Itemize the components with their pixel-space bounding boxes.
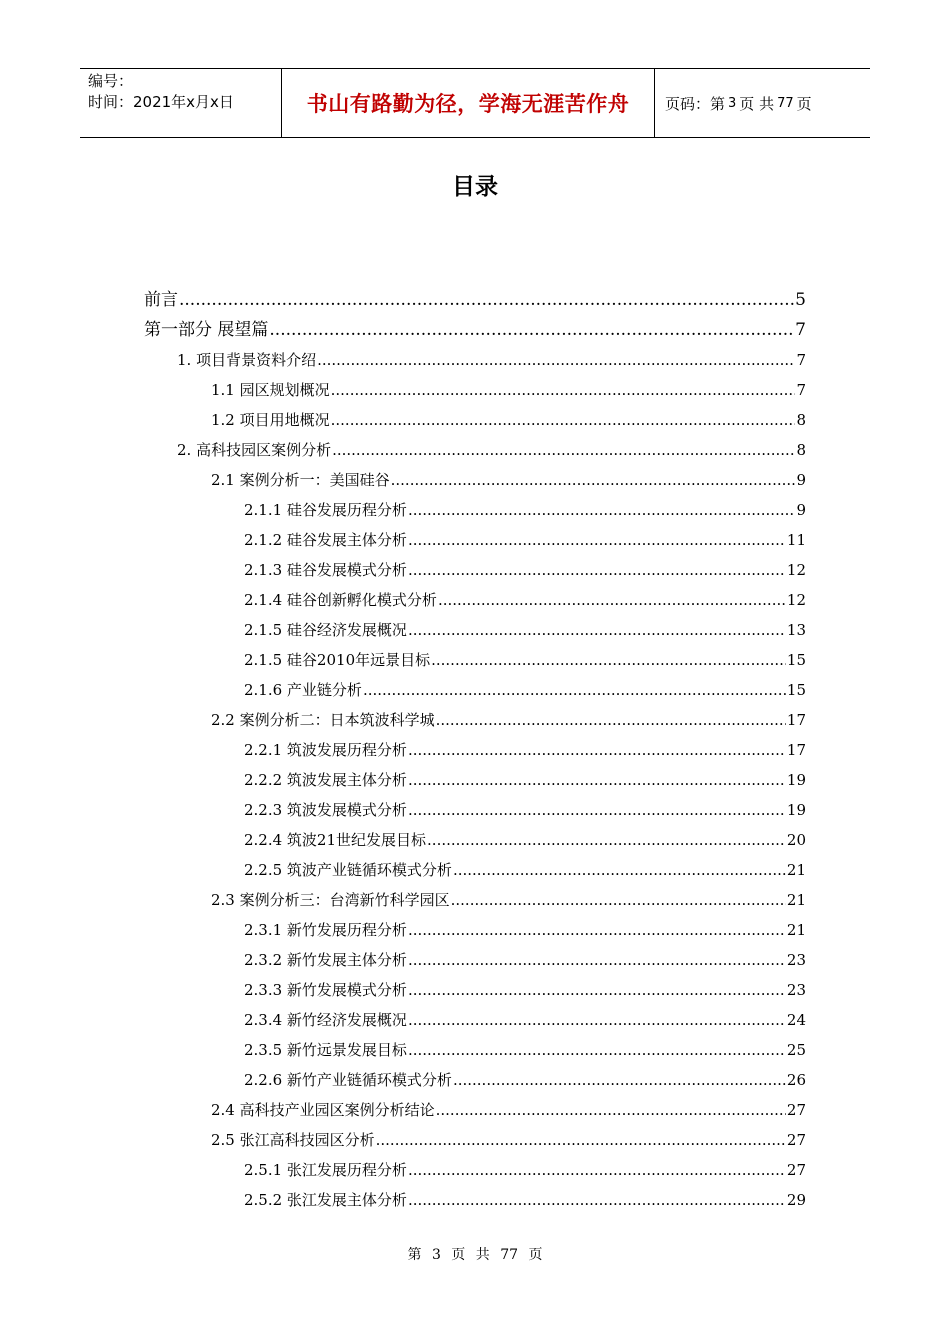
toc-entry[interactable] [244, 495, 806, 525]
toc-entry[interactable] [144, 315, 806, 345]
toc-entry-page: 27 [786, 1131, 806, 1149]
toc-entry-page: 27 [786, 1161, 806, 1179]
toc-entry[interactable] [244, 1065, 806, 1095]
toc-entry-page: 13 [786, 621, 806, 639]
header-page-info [655, 69, 870, 137]
toc-entry-title: 2.3.4 新竹经济发展概况 [244, 1011, 407, 1029]
toc-entry-title: 2.1 案例分析一：美国硅谷 [211, 471, 390, 489]
toc-entry-title: 1.1 园区规划概况 [211, 381, 330, 399]
toc-dot-leader [363, 675, 786, 705]
toc-entry-title: 2.3.1 新竹发展历程分析 [244, 921, 407, 939]
toc-entry-title: 2.1.1 硅谷发展历程分析 [244, 501, 407, 519]
toc-dot-leader [427, 825, 786, 855]
header-time-label: 时间：2021年x月x日 [88, 93, 234, 111]
toc-entry-page: 23 [786, 981, 806, 999]
toc-entry-page: 12 [786, 561, 806, 579]
toc-dot-leader [179, 285, 794, 315]
toc-entry[interactable] [177, 435, 806, 465]
toc-dot-leader [408, 975, 786, 1005]
toc-dot-leader [408, 915, 786, 945]
toc-entry-page: 26 [786, 1071, 806, 1089]
toc-entry-title: 第一部分 展望篇 [144, 320, 269, 340]
toc-entry-page: 12 [786, 591, 806, 609]
toc-entry-title: 2.1.6 产业链分析 [244, 681, 362, 699]
toc-dot-leader [332, 435, 795, 465]
toc-dot-leader [453, 855, 786, 885]
toc-entry-page: 21 [786, 891, 806, 909]
header-page-suffix: 页 [796, 94, 812, 113]
toc-entry-title: 2.1.5 硅谷经济发展概况 [244, 621, 407, 639]
toc-dot-leader [438, 585, 786, 615]
toc-entry[interactable] [244, 645, 806, 675]
toc-dot-leader [331, 375, 796, 405]
toc-entry-title: 2. 高科技园区案例分析 [177, 441, 332, 459]
toc-entry-page: 11 [786, 531, 806, 549]
toc-entry-title: 2.1.4 硅谷创新孵化模式分析 [244, 591, 437, 609]
toc-entry[interactable] [244, 915, 806, 945]
toc-entry-title: 前言 [144, 290, 178, 310]
toc-dot-leader [436, 1095, 786, 1125]
toc-entry-page: 24 [786, 1011, 806, 1029]
toc-dot-leader [408, 795, 786, 825]
toc-entry-title: 2.5.2 张江发展主体分析 [244, 1191, 407, 1209]
toc-entry-page: 9 [796, 471, 806, 489]
toc-entry[interactable] [211, 1125, 806, 1155]
toc-entry[interactable] [244, 855, 806, 885]
toc-entry-title: 2.2.3 筑波发展模式分析 [244, 801, 407, 819]
toc-entry[interactable] [144, 285, 806, 315]
header-motto: 书山有路勤为径，学海无涯苦作舟 [282, 69, 655, 137]
toc-entry-title: 1.2 项目用地概况 [211, 411, 330, 429]
toc-dot-leader [408, 495, 796, 525]
toc-entry[interactable] [244, 975, 806, 1005]
toc-dot-leader [331, 405, 796, 435]
toc-dot-leader [408, 945, 786, 975]
toc-entry-title: 2.1.3 硅谷发展模式分析 [244, 561, 407, 579]
toc-entry-title: 2.3.5 新竹远景发展目标 [244, 1041, 407, 1059]
toc-entry[interactable] [211, 885, 806, 915]
document-header [80, 68, 870, 138]
toc-entry-page: 8 [796, 441, 806, 459]
toc-entry-page: 5 [795, 290, 806, 310]
header-page-mid: 页 共 [739, 94, 775, 113]
toc-entry-title: 2.2.5 筑波产业链循环模式分析 [244, 861, 452, 879]
toc-entry[interactable] [244, 675, 806, 705]
toc-entry-title: 1. 项目背景资料介绍 [177, 351, 317, 369]
toc-dot-leader [408, 555, 786, 585]
toc-entry-title: 2.1.2 硅谷发展主体分析 [244, 531, 407, 549]
toc-entry-title: 2.3.2 新竹发展主体分析 [244, 951, 407, 969]
toc-dot-leader [376, 1125, 786, 1155]
toc-entry-page: 19 [786, 771, 806, 789]
page-title: 目录 [452, 174, 498, 200]
toc-entry[interactable] [211, 375, 806, 405]
toc-entry-page: 27 [786, 1101, 806, 1119]
toc-entry[interactable] [244, 1005, 806, 1035]
header-page-total: 77 [777, 95, 794, 111]
toc-entry-page: 21 [786, 861, 806, 879]
toc-entry[interactable] [177, 345, 806, 375]
toc-entry[interactable] [211, 405, 806, 435]
toc-entry-page: 17 [786, 741, 806, 759]
toc-entry[interactable] [244, 1035, 806, 1065]
toc-entry[interactable] [244, 525, 806, 555]
toc-entry[interactable] [244, 1155, 806, 1185]
toc-entry[interactable] [244, 795, 806, 825]
toc-dot-leader [408, 1005, 786, 1035]
toc-entry[interactable] [244, 1185, 806, 1215]
header-page-current: 3 [728, 95, 737, 111]
toc-entry-page: 8 [796, 411, 806, 429]
toc-entry-page: 19 [786, 801, 806, 819]
toc-dot-leader [436, 705, 786, 735]
toc-dot-leader [391, 465, 796, 495]
toc-entry-title: 2.3.3 新竹发展模式分析 [244, 981, 407, 999]
toc-entry-page: 7 [795, 320, 806, 340]
header-info-cell [80, 69, 282, 137]
toc-entry-title: 2.2.6 新竹产业链循环模式分析 [244, 1071, 452, 1089]
toc-entry-page: 7 [796, 351, 806, 369]
toc-entry-page: 23 [786, 951, 806, 969]
toc-entry-title: 2.3 案例分析三：台湾新竹科学园区 [211, 891, 450, 909]
toc-entry-page: 20 [786, 831, 806, 849]
toc-dot-leader [408, 1035, 786, 1065]
toc-entry-page: 17 [786, 711, 806, 729]
toc-dot-leader [269, 315, 794, 345]
toc-entry-page: 25 [786, 1041, 806, 1059]
toc-entry-page: 7 [796, 381, 806, 399]
toc-entry[interactable] [244, 735, 806, 765]
toc-entry[interactable] [244, 945, 806, 975]
toc-entry[interactable] [244, 615, 806, 645]
toc-dot-leader [408, 765, 786, 795]
toc-dot-leader [408, 1185, 786, 1215]
toc-entry[interactable] [211, 1095, 806, 1125]
header-page-prefix: 页码：第 [665, 94, 726, 113]
toc-entry[interactable] [244, 825, 806, 855]
toc-entry[interactable] [244, 585, 806, 615]
toc-entry-title: 2.5.1 张江发展历程分析 [244, 1161, 407, 1179]
toc-dot-leader [317, 345, 795, 375]
toc-entry-title: 2.4 高科技产业园区案例分析结论 [211, 1101, 435, 1119]
toc-dot-leader [451, 885, 786, 915]
header-code-label: 编号： [88, 72, 134, 90]
toc-entry[interactable] [244, 555, 806, 585]
toc-entry-title: 2.2.4 筑波21世纪发展目标 [244, 831, 427, 849]
toc-entry-page: 9 [796, 501, 806, 519]
toc-entry[interactable] [244, 765, 806, 795]
toc-dot-leader [408, 525, 786, 555]
toc-entry-title: 2.5 张江高科技园区分析 [211, 1131, 375, 1149]
toc-entry-title: 2.2.1 筑波发展历程分析 [244, 741, 407, 759]
toc-entry-title: 2.2 案例分析二：日本筑波科学城 [211, 711, 435, 729]
toc-dot-leader [408, 1155, 786, 1185]
toc-entry[interactable] [211, 465, 806, 495]
toc-entry[interactable] [211, 705, 806, 735]
page-footer: 第 3 页 共 77 页 [407, 1247, 543, 1263]
toc-entry-page: 29 [786, 1191, 806, 1209]
toc-entry-title: 2.1.5 硅谷2010年远景目标 [244, 651, 431, 669]
toc-dot-leader [408, 735, 786, 765]
toc-dot-leader [408, 615, 786, 645]
toc-entry-page: 21 [786, 921, 806, 939]
toc-entry-page: 15 [786, 681, 806, 699]
toc-entry-page: 15 [786, 651, 806, 669]
toc-dot-leader [453, 1065, 786, 1095]
toc-entry-title: 2.2.2 筑波发展主体分析 [244, 771, 407, 789]
toc-dot-leader [431, 645, 786, 675]
